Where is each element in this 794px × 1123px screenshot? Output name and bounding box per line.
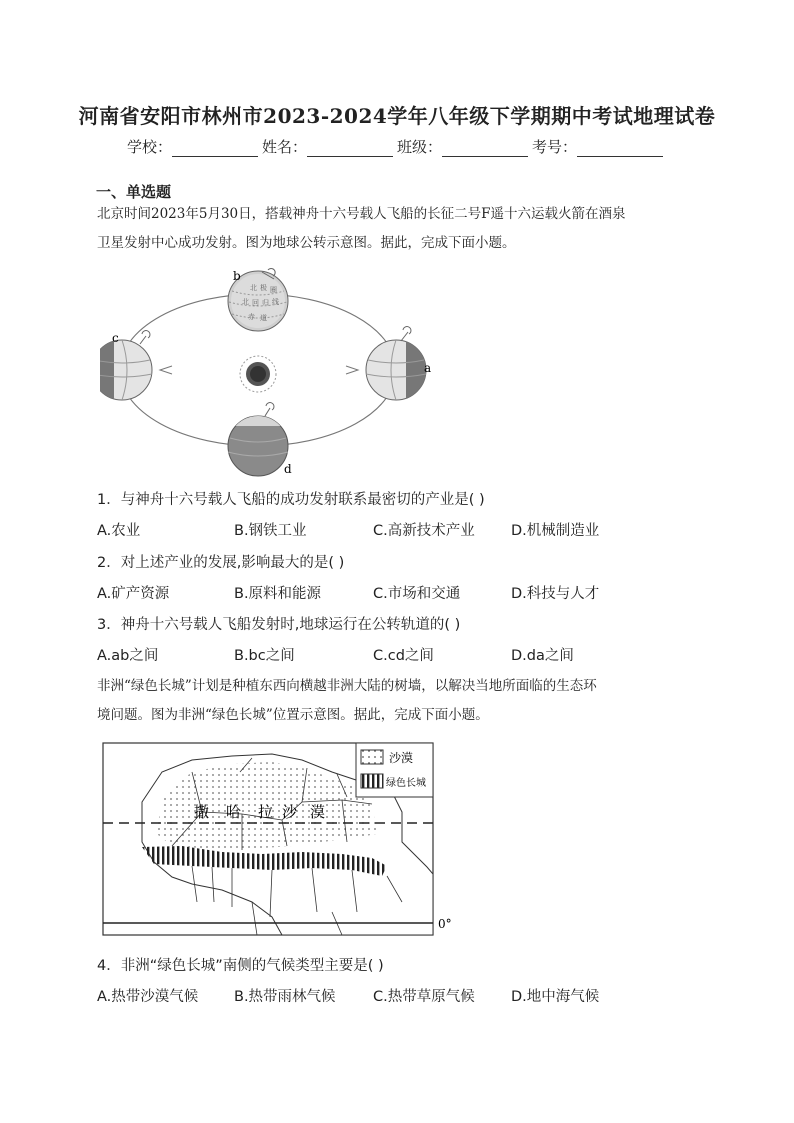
desert-label-char-2: 哈 — [226, 803, 242, 821]
q1-option-d[interactable]: D.机械制造业 — [511, 523, 600, 539]
q4-option-b[interactable]: B.热带雨林气候 — [234, 989, 336, 1005]
q2-option-d[interactable]: D.科技与人才 — [511, 586, 600, 602]
section-heading: 一、单选题 — [96, 183, 172, 201]
globe-b-text-1: 极 — [260, 284, 267, 292]
globe-b-text-0: 北 — [250, 284, 257, 292]
name-blank[interactable] — [307, 142, 393, 157]
q1-option-a[interactable]: A.农业 — [97, 523, 141, 539]
passage-1-line-2: 卫星发射中心成功发射。图为地球公转示意图。据此，完成下面小题。 — [97, 235, 516, 251]
orbit-arrow-left — [160, 366, 172, 374]
q4-option-d[interactable]: D.地中海气候 — [511, 989, 600, 1005]
label-c: c — [112, 331, 119, 345]
globe-d — [228, 403, 288, 476]
class-blank[interactable] — [442, 142, 528, 157]
legend-wall-swatch — [361, 774, 383, 788]
exam-title: 河南省安阳市林州市2023-2024学年八年级下学期期中考试地理试卷 — [78, 104, 716, 128]
class-label: 班级： — [397, 138, 443, 156]
sun-icon — [240, 356, 276, 392]
legend-desert-swatch — [361, 750, 383, 764]
globe-a — [366, 327, 430, 406]
map-legend — [356, 743, 433, 797]
passage-1-line-1: 北京时间2023年5月30日，搭载神舟十六号载人飞船的长征二号F遥十六运载火箭在酒泉 — [97, 206, 626, 222]
q2-option-c[interactable]: C.市场和交通 — [373, 586, 461, 602]
name-label: 姓名： — [261, 138, 307, 156]
question-3-stem: 3．神舟十六号载人飞船发射时,地球运行在公转轨道的( ) — [97, 617, 461, 633]
q1-option-b[interactable]: B.钢铁工业 — [234, 523, 307, 539]
q3-option-a[interactable]: A.ab之间 — [97, 648, 159, 664]
school-label: 学校： — [126, 138, 172, 156]
question-4-stem: 4．非洲“绿色长城”南侧的气候类型主要是( ) — [97, 958, 384, 974]
q4-option-a[interactable]: A.热带沙漠气候 — [97, 989, 199, 1005]
desert-label-char-1: 撒 — [194, 803, 210, 821]
q2-option-a[interactable]: A.矿产资源 — [97, 586, 170, 602]
orbit-arrow-right — [346, 366, 358, 374]
q3-option-b[interactable]: B.bc之间 — [234, 648, 295, 664]
globe-b-text-7: 赤 — [248, 313, 255, 321]
q1-option-c[interactable]: C.高新技术产业 — [373, 523, 475, 539]
desert-label-char-4: 沙 — [282, 803, 298, 821]
globe-b-text-4: 回 — [252, 299, 259, 307]
passage-2-line-2: 境问题。图为非洲“绿色长城”位置示意图。据此，完成下面小题。 — [97, 707, 489, 723]
earth-orbit-diagram — [100, 266, 440, 478]
passage-2 — [97, 672, 712, 730]
globe-b-text-5: 归 — [262, 299, 269, 307]
legend-wall-label: 绿色长城 — [386, 778, 426, 789]
label-d: d — [284, 462, 292, 476]
q3-option-c[interactable]: C.cd之间 — [373, 648, 434, 664]
exam-number-label: 考号： — [532, 138, 578, 156]
q3-option-d[interactable]: D.da之间 — [511, 648, 574, 664]
q2-option-b[interactable]: B.原料和能源 — [234, 586, 322, 602]
globe-b-text-2: 圈 — [270, 286, 277, 294]
legend-desert-label: 沙漠 — [389, 751, 414, 765]
q4-option-c[interactable]: C.热带草原气候 — [373, 989, 475, 1005]
equator-label: 0° — [438, 917, 452, 931]
label-b: b — [233, 269, 241, 283]
desert-label-char-5: 漠 — [310, 803, 326, 821]
student-info-row — [0, 136, 794, 157]
question-2-stem: 2．对上述产业的发展,影响最大的是( ) — [97, 555, 345, 571]
africa-green-wall-map — [102, 742, 462, 938]
question-1-stem: 1．与神舟十六号载人飞船的成功发射联系最密切的产业是( ) — [97, 492, 485, 508]
passage-2-line-1: 非洲“绿色长城”计划是种植东西向横越非洲大陆的树墙，以解决当地所面临的生态环 — [97, 678, 597, 694]
school-blank[interactable] — [172, 142, 258, 157]
label-a: a — [424, 361, 432, 375]
exam-number-blank[interactable] — [577, 142, 663, 157]
desert-label-char-3: 拉 — [258, 803, 274, 821]
globe-b-text-3: 北 — [242, 298, 249, 306]
globe-c — [100, 331, 152, 406]
globe-b-text-8: 道 — [260, 314, 267, 322]
globe-b-text-6: 线 — [272, 298, 279, 306]
passage-1 — [97, 200, 712, 258]
